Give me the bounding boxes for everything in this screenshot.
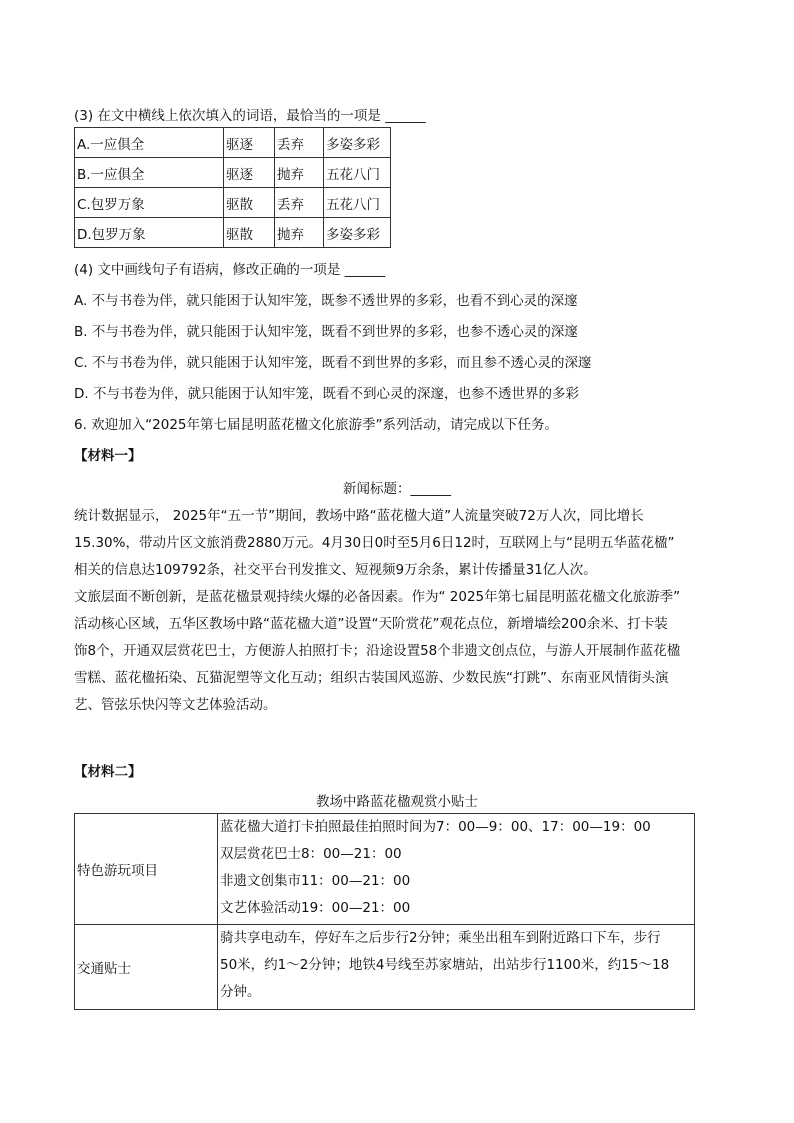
question-4-option-a: A. 不与书卷为伴，就只能困于认知牢笼，既参不透世界的多彩，也看不到心灵的深邃	[74, 293, 578, 309]
content-line: 蓝花楹大道打卡拍照最佳拍照时间为7：00—9：00、17：00—19：00	[220, 819, 651, 835]
option-cell: 五花八门	[324, 158, 391, 188]
option-cell: 驱逐	[224, 158, 275, 188]
material-2-heading: 【材料二】	[74, 764, 142, 780]
tips-table	[74, 813, 695, 1010]
option-cell: 抛弃	[275, 158, 324, 188]
paragraph-line: 15.30%，带动片区文旅消费2880万元。4月30日0时至5月6日12时，互联网上与“昆明五华蓝花楹”	[74, 535, 675, 551]
option-cell: 抛弃	[275, 218, 324, 248]
paragraph-line: 相关的信息达109792条，社交平台刊发推文、短视频9万余条，累计传播量31亿人次。	[74, 562, 597, 578]
material-1-paragraph-2	[74, 584, 680, 719]
material-1-paragraph-1	[74, 503, 675, 584]
option-cell: 五花八门	[324, 188, 391, 218]
table-row	[75, 218, 391, 248]
paragraph-line: 饰8个，开通双层赏花巴士，方便游人拍照打卡；沿途设置58个非遗文创点位，与游人开展制作蓝花楹	[74, 643, 681, 659]
option-cell: B.一应俱全	[75, 158, 224, 188]
option-cell: D.包罗万象	[75, 218, 224, 248]
question-4-option-c: C. 不与书卷为伴，就只能困于认知牢笼，既看不到世界的多彩，而且参不透心灵的深邃	[74, 355, 592, 371]
row-label: 交通贴士	[75, 925, 218, 1010]
content-line: 文艺体验活动19：00—21：00	[220, 900, 411, 916]
option-cell: A.一应俱全	[75, 128, 224, 158]
question-4-option-d: D. 不与书卷为伴，就只能困于认知牢笼，既看不到心灵的深邃，也参不透世界的多彩	[74, 386, 579, 402]
content-line: 骑共享电动车，停好车之后步行2分钟；乘坐出租车到附近路口下车，步行	[220, 930, 661, 946]
option-cell: 丢弃	[275, 128, 324, 158]
content-line: 非遗文创集市11：00—21：00	[220, 873, 411, 889]
question-3-stem: (3) 在文中横线上依次填入的词语，最恰当的一项是 ______	[74, 108, 426, 124]
table-row	[75, 188, 391, 218]
option-cell: C.包罗万象	[75, 188, 224, 218]
question-4-stem: (4) 文中画线句子有语病，修改正确的一项是 ______	[74, 262, 386, 278]
table-row	[75, 814, 695, 925]
question-3-options-table	[74, 127, 391, 248]
content-line: 分钟。	[220, 984, 261, 1000]
paragraph-line: 文旅层面不断创新，是蓝花楹景观持续火爆的必备因素。作为“ 2025年第七届昆明蓝花楹文化旅游季”	[74, 589, 681, 605]
question-6-stem: 6. 欢迎加入“2025年第七届昆明蓝花楹文化旅游季”系列活动，请完成以下任务。	[74, 417, 559, 433]
content-line: 50米，约1～2分钟；地铁4号线至苏家塘站，出站步行1100米，约15～18	[220, 957, 670, 973]
material-1-heading: 【材料一】	[74, 448, 142, 464]
row-label: 特色游玩项目	[75, 814, 218, 925]
option-cell: 驱逐	[224, 128, 275, 158]
question-4-option-b: B. 不与书卷为伴，就只能困于认知牢笼，既看不到世界的多彩，也参不透心灵的深邃	[74, 324, 578, 340]
content-line: 双层赏花巴士8：00—21：00	[220, 846, 402, 862]
tips-table-title: 教场中路蓝花楹观赏小贴士	[316, 794, 478, 810]
row-content	[218, 814, 695, 925]
option-cell: 多姿多彩	[324, 128, 391, 158]
table-row	[75, 128, 391, 158]
paragraph-line: 统计数据显示， 2025年“五一节”期间，教场中路“蓝花楹大道”人流量突破72万人次，同比增长	[74, 508, 644, 524]
option-cell: 驱散	[224, 188, 275, 218]
table-row	[75, 158, 391, 188]
option-cell: 多姿多彩	[324, 218, 391, 248]
table-row	[75, 925, 695, 1010]
option-cell: 丢弃	[275, 188, 324, 218]
paragraph-line: 雪糕、蓝花楹拓染、瓦猫泥塑等文化互动；组织古装国风巡游、少数民族“打跳”、东南亚风情街头演	[74, 670, 669, 686]
paragraph-line: 活动核心区域，五华区教场中路“蓝花楹大道”设置“天阶赏花”观花点位，新增墙绘200余米、打卡装	[74, 616, 668, 632]
option-cell: 驱散	[224, 218, 275, 248]
row-content	[218, 925, 695, 1010]
paragraph-line: 艺、管弦乐快闪等文艺体验活动。	[74, 697, 277, 713]
news-title: 新闻标题：______	[343, 481, 451, 497]
